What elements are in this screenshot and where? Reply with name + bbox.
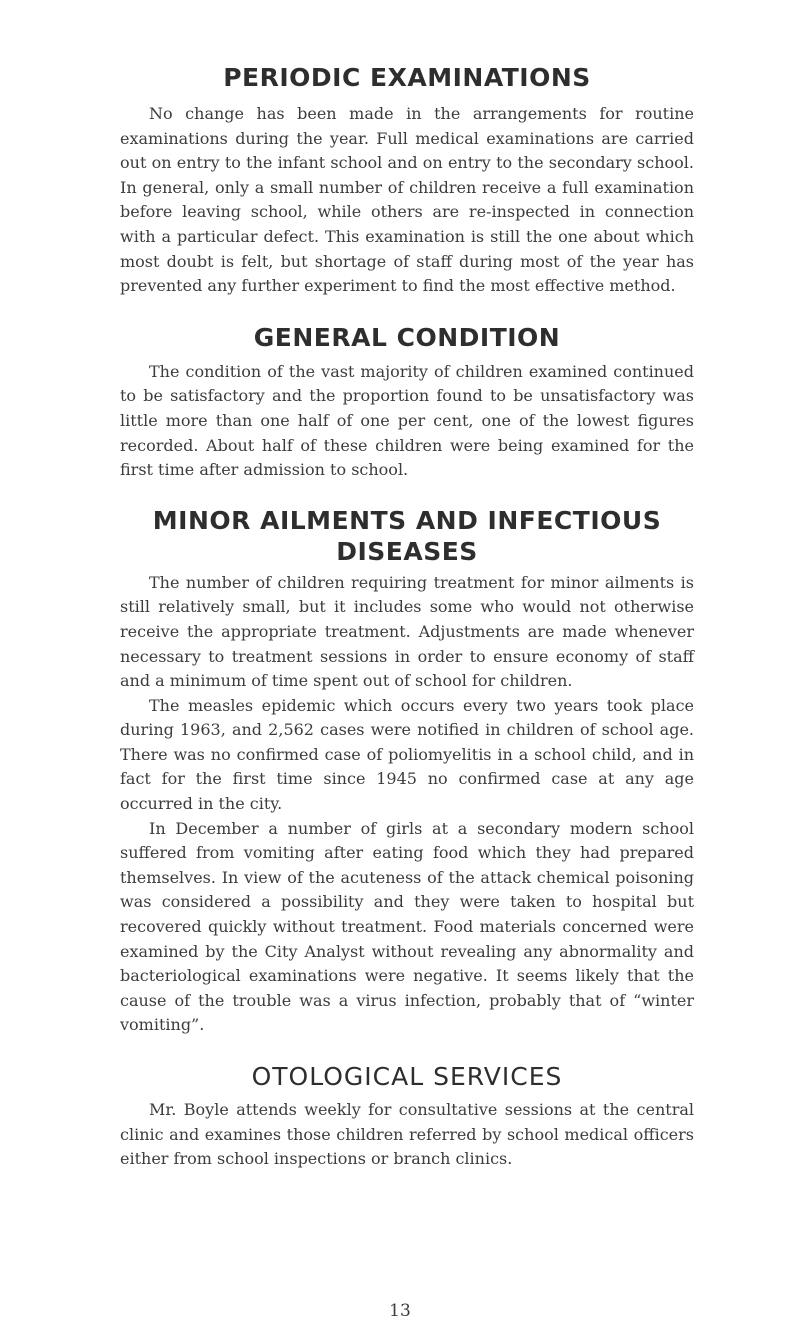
paragraph: In December a number of girls at a secondary modern school suffered from vomiting after eating food which they had prepared themselves. In view of the acuteness of the attack chemical poisoning was considered a possibility and they were taken to hospital but recovered quickly without treatment. Food materials concerned were examined by the City Analyst without revealing any abnormality and bacteriological examinations were negative. It seems likely that the cause of the trouble was a virus infection, probably that of “winter vomiting”. bbox=[120, 818, 694, 1035]
document-page bbox=[120, 0, 694, 1172]
section-minor-ailments bbox=[120, 571, 694, 1038]
heading-otological-services: OTOLOGICAL SERVICES bbox=[251, 1062, 563, 1091]
heading-general-condition: GENERAL CONDITION bbox=[253, 322, 561, 352]
section-otological-services bbox=[120, 1098, 694, 1172]
heading-periodic-examinations: PERIODIC EXAMINATIONS bbox=[223, 63, 591, 92]
page-number: 13 bbox=[389, 1301, 411, 1321]
paragraph: The number of children requiring treatment for minor ailments is still relatively small, but it includes some who would not otherwise receive the appropriate treatment. Adjustments are made whenever necessary to treatment sessions in order to ensure economy of staff and a minimum of time spent out of school for children. bbox=[120, 572, 694, 691]
section-periodic-examinations bbox=[120, 102, 694, 299]
section-general-condition bbox=[120, 360, 694, 483]
paragraph: The condition of the vast majority of children examined continued to be satisfactory and the proportion found to be unsatisfactory was little more than one half of one per cent, one of the lowest figures recorded. About half of these children were being examined for the first time after admission to school. bbox=[120, 361, 694, 480]
paragraph: No change has been made in the arrangements for routine examinations during the year. Full medical examinations are carried out on entry to the infant school and on entry to the secondary school. In general, only a small number of children receive a full examination before leaving school, while others are re-inspected in connection with a particular defect. This examination is still the one about which most doubt is felt, but shortage of staff during most of the year has prevented any further experiment to find the most effective method. bbox=[120, 104, 694, 296]
paragraph: Mr. Boyle attends weekly for consultative sessions at the central clinic and examines those children referred by school medical officers either from school inspections or branch clinics. bbox=[120, 1100, 694, 1169]
heading-minor-ailments: MINOR AILMENTS AND INFECTIOUS DISEASES bbox=[152, 505, 662, 566]
paragraph: The measles epidemic which occurs every two years took place during 1963, and 2,562 cases were notified in children of school age. There was no confirmed case of poliomyelitis in a school child, and in fact for the first time since 1945 no confirmed case at any age occurred in the city. bbox=[120, 695, 694, 814]
